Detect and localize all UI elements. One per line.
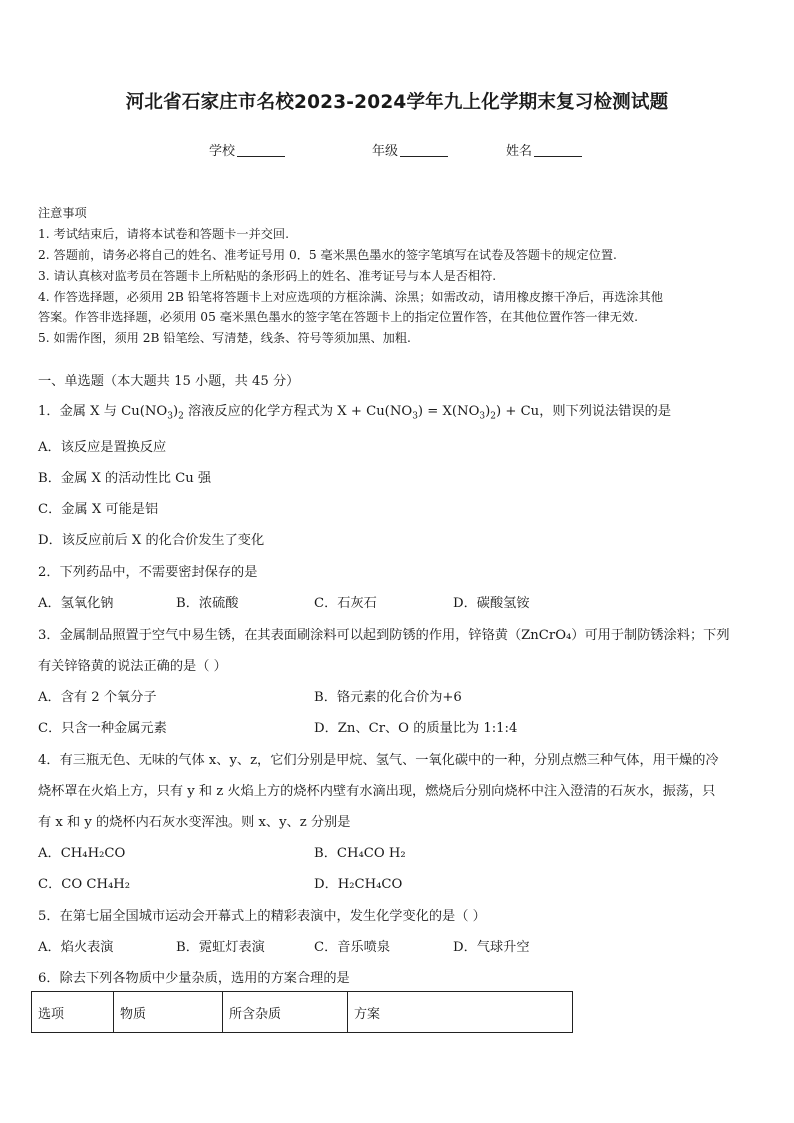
- question-4-option-a[interactable]: A．CH₄H₂CO: [38, 846, 126, 861]
- question-1-stem: 1．金属 X 与 $Cu(NO_3)_2$ 溶液反应的化学方程式为 $X + Cu(NO_3) = X(NO_3)_2) + Cu$，则下列说法错误的是: [38, 404, 672, 422]
- school-blank[interactable]: [237, 144, 285, 157]
- question-3-stem: 3．金属制品照置于空气中易生锈，在其表面刷涂料可以起到防锈的作用，锌铬黄（ZnCrO₄）可用于制防锈涂料；下列: [38, 628, 730, 643]
- question-4-stem: 4．有三瓶无色、无味的气体 x、y、z，它们分别是甲烷、氢气、一氧化碳中的一种，分别点燃三种气体，用干燥的冷: [38, 753, 719, 768]
- notice-item: 答案。作答非选择题，必须用 05 毫米黑色墨水的签字笔在答题卡上的指定位置作答，在其他位置作答一律无效.: [38, 310, 638, 324]
- question-2-option-b[interactable]: B．浓硫酸: [176, 596, 239, 611]
- question-2-option-d[interactable]: D．碳酸氢铵: [453, 596, 530, 611]
- notice-item: 4. 作答选择题，必须用 2B 铅笔将答题卡上对应选项的方框涂满、涂黑；如需改动，请用橡皮擦干净后，再选涂其他: [38, 290, 663, 304]
- table-header-impurity: 所含杂质: [223, 992, 348, 1033]
- notice-item: 1. 考试结束后，请将本试卷和答题卡一并交回.: [38, 227, 289, 241]
- question-1-option-a[interactable]: A．该反应是置换反应: [38, 440, 167, 455]
- question-3-option-c[interactable]: C．只含一种金属元素: [38, 721, 167, 736]
- notice-item: 3. 请认真核对监考员在答题卡上所粘贴的条形码上的姓名、准考证号与本人是否相符.: [38, 269, 497, 283]
- table-header-method: 方案: [348, 992, 573, 1033]
- question-4-stem-cont: 烧杯罩在火焰上方，只有 y 和 z 火焰上方的烧杯内壁有水滴出现，燃烧后分别向烧杯中注入澄清的石灰水，振荡，只: [38, 784, 716, 799]
- question-4-option-c[interactable]: C．CO CH₄H₂: [38, 877, 131, 892]
- question-5-option-a[interactable]: A．焰火表演: [38, 940, 114, 955]
- question-3-option-a[interactable]: A．含有 2 个氧分子: [38, 690, 157, 705]
- question-2-option-c[interactable]: C．石灰石: [314, 596, 377, 611]
- question-2-stem: 2．下列药品中，不需要密封保存的是: [38, 565, 258, 580]
- question-4-option-b[interactable]: B．CH₄CO H₂: [314, 846, 406, 861]
- grade-label: 年级: [372, 144, 399, 159]
- school-label: 学校: [209, 144, 236, 159]
- notice-heading: 注意事项: [38, 206, 87, 220]
- question-5-option-d[interactable]: D．气球升空: [453, 940, 530, 955]
- table-header-substance: 物质: [114, 992, 223, 1033]
- question-3-stem-cont: 有关锌铬黄的说法正确的是（ ）: [38, 659, 227, 674]
- question-1-option-d[interactable]: D．该反应前后 X 的化合价发生了变化: [38, 533, 265, 548]
- question-4-option-d[interactable]: D．H₂CH₄CO: [314, 877, 403, 892]
- page-title: 河北省石家庄市名校2023-2024学年九上化学期末复习检测试题: [125, 92, 669, 113]
- question-2-option-a[interactable]: A．氢氧化钠: [38, 596, 114, 611]
- notice-item: 2. 答题前，请务必将自己的姓名、准考证号用 0．5 毫米黑色墨水的签字笔填写在试卷及答题卡的规定位置.: [38, 248, 617, 262]
- grade-field[interactable]: [372, 140, 448, 159]
- table-header-option: 选项: [32, 992, 114, 1033]
- grade-blank[interactable]: [400, 144, 448, 157]
- question-6-stem: 6．除去下列各物质中少量杂质，选用的方案合理的是: [38, 971, 350, 986]
- question-5-stem: 5．在第七届全国城市运动会开幕式上的精彩表演中，发生化学变化的是（ ）: [38, 909, 486, 924]
- name-blank[interactable]: [534, 144, 582, 157]
- question-1-option-b[interactable]: B．金属 X 的活动性比 Cu 强: [38, 471, 212, 486]
- question-3-option-d[interactable]: D．Zn、Cr、O 的质量比为 1:1:4: [314, 721, 518, 736]
- name-field[interactable]: [506, 140, 582, 159]
- question-5-option-c[interactable]: C．音乐喷泉: [314, 940, 391, 955]
- school-field[interactable]: [209, 140, 285, 159]
- question-5-option-b[interactable]: B．霓虹灯表演: [176, 940, 265, 955]
- question-4-stem-cont: 有 x 和 y 的烧杯内石灰水变浑浊。则 x、y、z 分别是: [38, 815, 351, 830]
- notice-item: 5. 如需作图，须用 2B 铅笔绘、写清楚，线条、符号等须加黑、加粗.: [38, 331, 411, 345]
- question-3-option-b[interactable]: B．铬元素的化合价为+6: [314, 690, 462, 705]
- section-heading: 一、单选题（本大题共 15 小题，共 45 分）: [38, 374, 300, 389]
- table-row: [32, 992, 573, 1033]
- question-1-option-c[interactable]: C．金属 X 可能是铝: [38, 502, 159, 517]
- name-label: 姓名: [506, 144, 533, 159]
- question-6-table: [31, 991, 573, 1033]
